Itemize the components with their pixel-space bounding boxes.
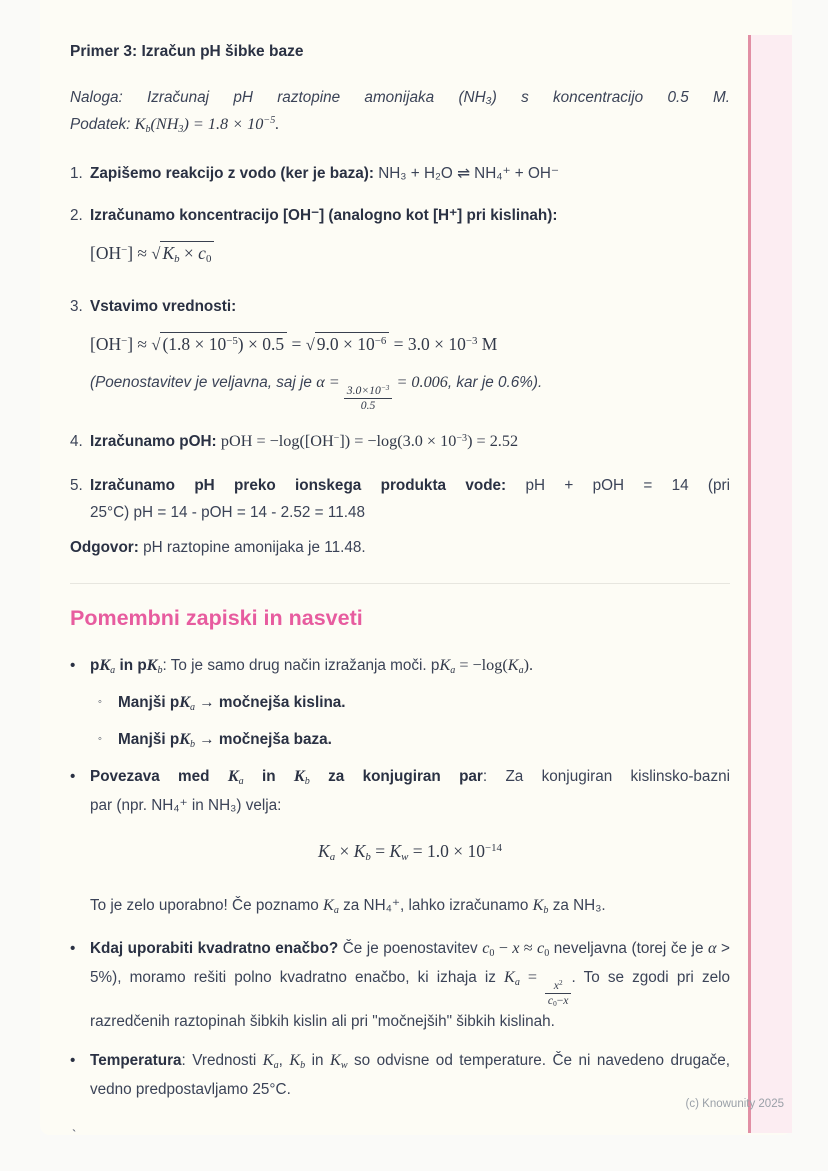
note-text-line-2: par (npr. NH₄⁺ in NH₃) velja: bbox=[90, 797, 282, 815]
sub-note-text: Manjši $pK_b$ → močnejša baza. bbox=[118, 730, 332, 750]
sub-note-pka bbox=[98, 689, 730, 718]
example-title: Primer 3: Izračun pH šibke baze bbox=[70, 43, 304, 60]
note-item-temperature bbox=[70, 1047, 730, 1103]
task-line-1: Naloga: Izračunaj pH raztopine amonijaka (NH₃) s koncentracijo 0.5 M. bbox=[70, 89, 730, 106]
answer-paragraph: Odgovor: pH raztopine amonijaka je 11.48. bbox=[70, 539, 366, 557]
step-text: Vstavimo vrednosti: bbox=[90, 298, 237, 315]
note-text: $pK_a$ in $pK_b$: To je samo drug način izražanja moči. $pK_a = -\log(K_a)$. bbox=[90, 656, 534, 676]
circle-bullet-icon: ◦ bbox=[98, 696, 102, 709]
accent-band bbox=[751, 35, 792, 1133]
task-line-2: Podatek: $K_b(NH_3) = 1.8 \times 10^{-5}$. bbox=[70, 115, 280, 135]
step-item-2 bbox=[70, 202, 730, 278]
step-item-4 bbox=[70, 428, 730, 457]
footer-credit: (c) Knowunity 2025 bbox=[685, 1098, 784, 1110]
note-item-povezava bbox=[70, 763, 730, 935]
note-text-line-1: Povezava med $K_a$ in $K_b$ za konjugiran par: Za konjugiran kislinsko-bazni bbox=[90, 767, 730, 787]
step-item-5 bbox=[70, 472, 730, 526]
step-text-line-1: Izračunamo pH preko ionskega produkta vode: pH + pOH = 14 (pri bbox=[90, 477, 730, 495]
note-item-pka bbox=[70, 652, 730, 763]
formula-oh-approx: [OH−] ≈ √ $K_b \times c_0$ bbox=[90, 237, 730, 272]
circle-bullet-icon: ◦ bbox=[98, 733, 102, 746]
step-number: 2. bbox=[70, 207, 83, 224]
simplification-note: (Poenostavitev je veljavna, saj je α = $\frac{3.0\times 10^{-3}}{0.5}$ = 0.006, kar je 0.6%). bbox=[90, 373, 543, 412]
step-text-line-2: 25°C) pH = 14 - pOH = 14 - 2.52 = 11.48 bbox=[90, 504, 365, 522]
step-text: Izračunamo koncentracijo [OH⁻] (analogno kot [H⁺] pri kislinah): bbox=[90, 207, 558, 224]
sub-notes-list bbox=[98, 689, 730, 755]
task-paragraph bbox=[70, 84, 730, 140]
step-number: 1. bbox=[70, 165, 83, 182]
bullet-icon: • bbox=[70, 1052, 76, 1070]
note-text: Temperatura: Vrednosti $K_a$, $K_b$ in $K_w$ so odvisne od temperature. Če ni navedeno drugače, vedno predpostavljamo 25°C. bbox=[90, 1051, 731, 1099]
bullet-icon: • bbox=[70, 657, 76, 675]
note-text: Kdaj uporabiti kvadratno enačbo? Če je poenostavitev $c_0 - x \approx c_0$ neveljavna (torej če je α > 5%), moramo rešiti polno kvadratno enačbo, ki izhaja iz $K_a$ = $\frac{x^2}{c_0-x}$ . To se zgodi pri zelo razredčenih raztopinah šibkih kislin ali pri "močnejših" šibkih kislinah. bbox=[90, 939, 731, 1031]
step-number: 3. bbox=[70, 298, 83, 315]
notes-list bbox=[70, 652, 730, 1103]
bullet-icon: • bbox=[70, 768, 76, 786]
step-text: Zapišemo reakcijo z vodo (ker je baza): NH₃ + H₂O ⇌ NH₄⁺ + OH⁻ bbox=[90, 165, 560, 182]
section-divider bbox=[70, 583, 730, 584]
step-text: Izračunamo pOH: pOH = $-\log([OH^-]) = -\log(3.0 \times 10^{-3}) = 2.52$ bbox=[90, 432, 519, 451]
step-number: 4. bbox=[70, 433, 83, 451]
note-item-quadratic bbox=[70, 935, 730, 1035]
sub-note-pkb bbox=[98, 726, 730, 755]
notes-heading: Pomembni zapiski in nasveti bbox=[70, 606, 363, 631]
step-item-3 bbox=[70, 293, 730, 413]
formula-oh-values: [OH−] ≈ √ $(1.8 \times 10^{-5}) \times 0.5$ = √ $9.0 \times 10^{-6} = 3.0 \times 10^{-3}$ M bbox=[90, 334, 498, 354]
step-number: 5. bbox=[70, 477, 83, 495]
note-usefulness: To je zelo uporabno! Če poznamo $K_a$ za NH₄⁺, lahko izračunamo $K_b$ za NH₃. bbox=[90, 896, 606, 916]
page-card bbox=[40, 0, 792, 1143]
sub-note-text: Manjši $pK_a$ → močnejša kislina. bbox=[118, 693, 346, 713]
formula-ka-kb-kw: $K_a \times K_b = K_w = 1.0 \times 10^{-14}$ bbox=[318, 841, 502, 864]
bullet-icon: • bbox=[70, 940, 76, 958]
step-item-1 bbox=[70, 160, 730, 187]
steps-list bbox=[70, 160, 730, 526]
document-content bbox=[70, 42, 730, 1148]
stray-backtick: ` bbox=[72, 1127, 77, 1143]
accent-line bbox=[748, 35, 751, 1133]
